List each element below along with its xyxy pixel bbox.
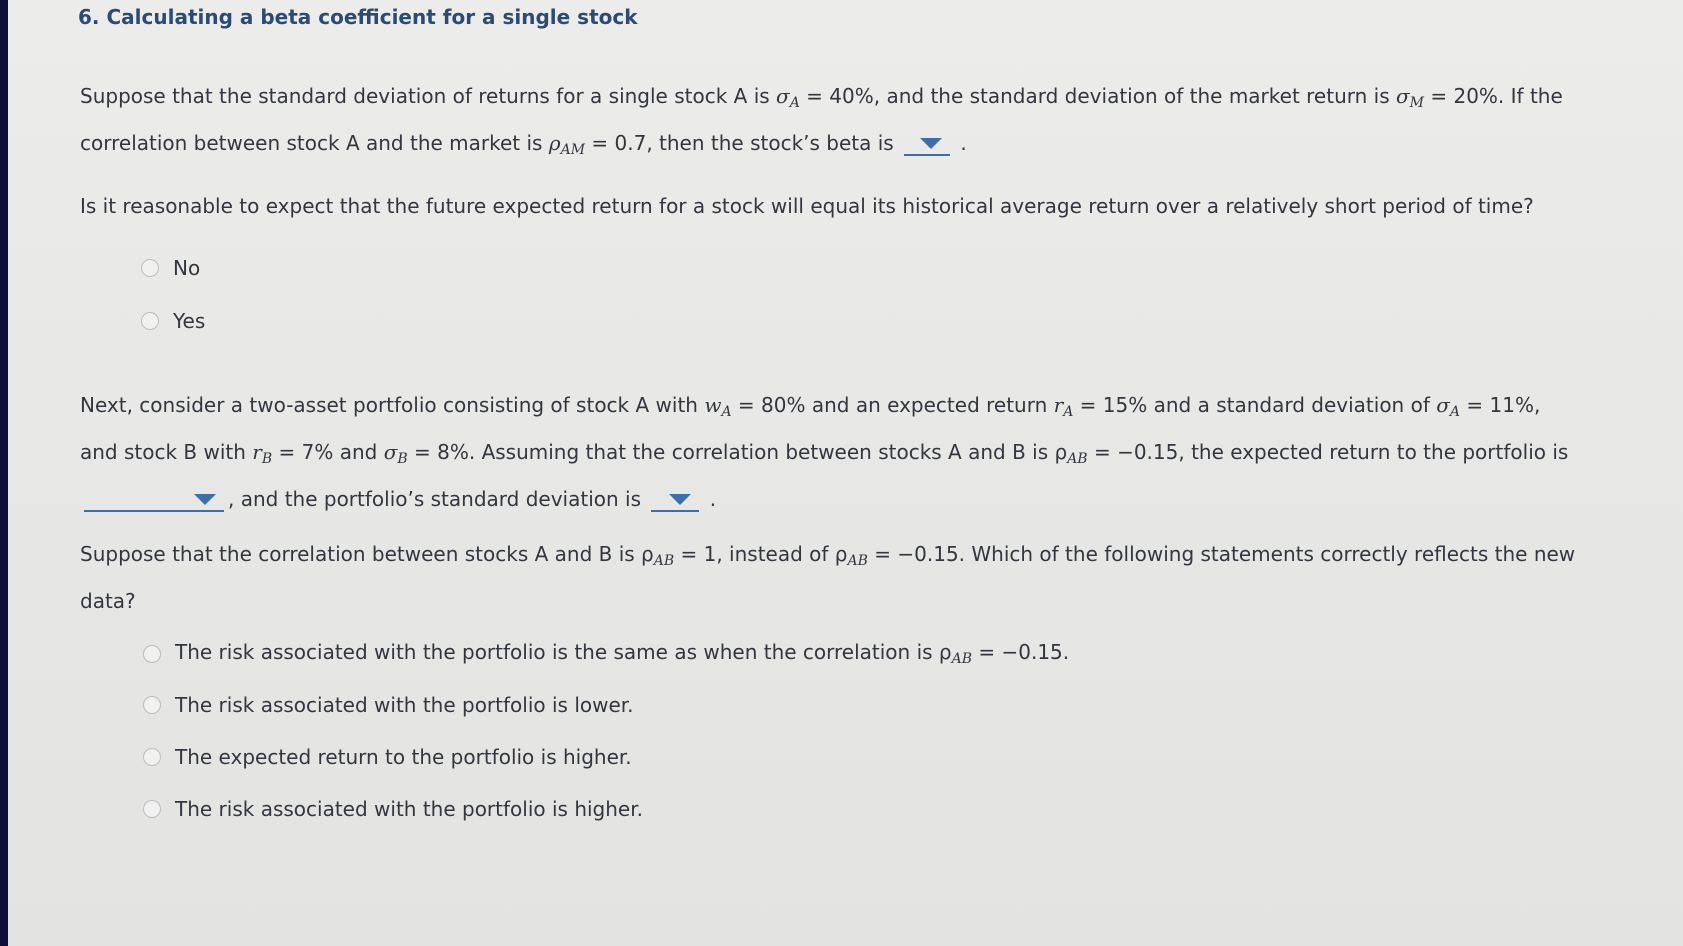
radio-return-higher[interactable] <box>143 748 161 766</box>
radio-risk-same[interactable] <box>143 645 161 663</box>
radio-no[interactable] <box>141 259 159 277</box>
chevron-down-icon <box>669 494 691 505</box>
option-risk-same[interactable] <box>143 640 1069 667</box>
expected-return-dropdown[interactable] <box>84 488 224 512</box>
option-yes[interactable] <box>141 309 205 333</box>
option-return-higher[interactable] <box>143 745 632 769</box>
question-page <box>8 0 1683 946</box>
option-label: The expected return to the portfolio is higher. <box>175 745 632 769</box>
option-risk-lower[interactable] <box>143 693 634 717</box>
option-label: Yes <box>173 309 206 333</box>
chevron-down-icon <box>194 494 216 505</box>
portfolio-paragraph: Next, consider a two-asset portfolio consisting of stock A with $w_A = 80\%$ and an expected return $r_A = 15\%$ and a standard deviation of $\sigma_A = 11\%$, and stock B with $r_B = 7\%$ and $\sigma_B = 8\%$. Assuming that the correlation between stocks A and B is $\rho_{AB} = -0.15$, the expected return to the portfolio is , and the portfolio’s standard deviation is . <box>80 393 1569 511</box>
option-label: The risk associated with the portfolio is lower. <box>175 693 634 717</box>
beta-paragraph: Suppose that the standard deviation of returns for a single stock A is $\sigma_A = 40\%$, and the standard deviation of the market return is $\sigma_M = 20\%$. If the correlation between stock A and the market is $\rho_{AM} = 0.7$, then the stock’s beta is . <box>80 84 1563 158</box>
option-risk-higher[interactable] <box>143 797 643 821</box>
chevron-down-icon <box>920 138 942 149</box>
option-label: The risk associated with the portfolio is the same as when the correlation is $\rho_{AB} = -0.15$. <box>175 640 1070 667</box>
option-label: No <box>173 256 201 280</box>
question-return-expectation: Is it reasonable to expect that the future expected return for a stock will equal its historical average return over a relatively short period of time? <box>80 194 1534 218</box>
std-deviation-dropdown[interactable] <box>651 488 699 512</box>
radio-risk-lower[interactable] <box>143 696 161 714</box>
correlation-question: Suppose that the correlation between stocks A and B is $\rho_{AB} = 1$, instead of $\rho_{AB} = -0.15$. Which of the following statements correctly reflects the new data? <box>80 542 1576 613</box>
beta-dropdown[interactable] <box>904 132 950 156</box>
option-label: The risk associated with the portfolio is higher. <box>175 797 643 821</box>
question-title: 6. Calculating a beta coefficient for a single stock <box>78 5 638 29</box>
radio-yes[interactable] <box>141 312 159 330</box>
option-no[interactable] <box>141 256 200 280</box>
radio-risk-higher[interactable] <box>143 800 161 818</box>
